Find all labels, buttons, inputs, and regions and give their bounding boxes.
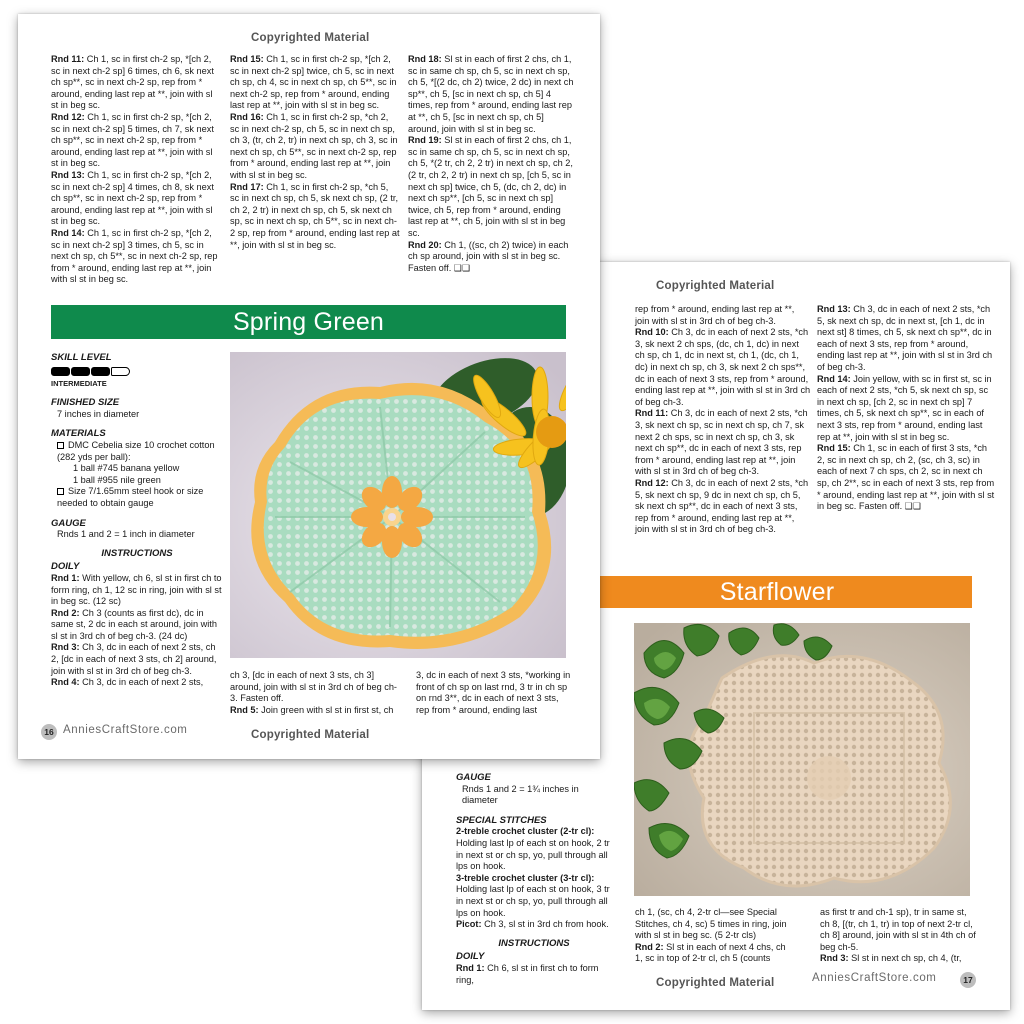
paragraph [635,478,811,536]
doily-photo-starflower [634,623,970,896]
special-stitches-label: SPECIAL STITCHES [456,814,547,826]
left-column-lower [456,772,612,986]
round-label: Rnd 14: [817,373,851,384]
paragraph [51,54,219,112]
round-text: Ch 1, sc in first ch-2 sp, *[ch 2, sc in next ch-2 sp] 5 times, ch 7, sk next ch sp**, sc in next ch-2 sp, rep from * around, ending last rep at **, join with sl st in beg sc. [51,111,214,169]
materials-label: MATERIALS [51,428,106,440]
material-text: Size 7/1.65mm steel hook or size needed to obtain gauge [57,486,204,508]
round-text: Sl st in each of next 4 chs, ch 1, sc in top of 2-tr cl, ch 5 (counts [635,941,786,964]
materials-list [51,440,223,510]
paragraph [408,135,576,239]
info-column [51,352,223,689]
doily-label: DOILY [456,951,485,963]
round-text: 3, dc in each of next 3 sts, *working in front of ch sp on last rnd, 3 tr in ch sp on rnd 3**, dc in each of next 3 sts, rep from * around, ending last [416,670,571,715]
stitch-text: Holding last lp of each st on hook, 2 tr in next st or ch sp, yo, pull through all lps on hook. [456,837,610,872]
banner-spring-green [51,305,566,339]
round-text: Sl st in each of first 2 chs, ch 1, sc in same ch sp, ch 5, sc in next ch sp, ch 5, *[(2 dc, ch 2) twice, 2 dc) in next ch sp**, ch 5, [sc in next ch sp, ch 5] 4 times, rep from * around, ending last rep at **, ch 5, [sc in next ch sp, ch 5] around, join with sl st in beg sc. [408,54,574,134]
round-text: ch 1, (sc, ch 4, 2-tr cl—see Special Stitches, ch 4, sc) 5 times in ring, join with sl st in beg sc. (5 2-tr cls) [635,907,787,941]
paragraph [820,907,976,953]
round-text: Ch 3, dc in each of next 2 sts, *ch 5, sk next ch sp, 9 dc in next ch sp, ch 5, sk next ch sp**, dc in each of next 3 sts, rep from * around, ending last rep at **, join with sl st in 3rd ch of beg ch-3. [635,477,809,535]
round-label: Rnd 20: [408,239,442,250]
paragraph [230,54,400,112]
instructions-label: INSTRUCTIONS [498,937,570,949]
special-stitch [456,873,612,919]
paragraph [51,170,219,228]
instructions-label: INSTRUCTIONS [101,547,173,559]
round-text: Join green with sl st in first st, ch [258,704,394,715]
bottom-column-mid [230,670,398,716]
paragraph [230,705,398,717]
paragraph [230,670,398,705]
copyright-top: Copyrighted Material [251,32,370,44]
footer-site: AnniesCraftStore.com [812,972,937,984]
doily-photo-spring-green [230,352,566,658]
round-label: Rnd 16: [230,111,264,122]
round-label: Rnd 17: [230,181,264,192]
round-text: ch 3, [dc in each of next 3 sts, ch 3] around, join with sl st in 3rd ch of beg ch-3. Fasten off. [230,670,397,704]
round-text: Sl st in each of first 2 chs, ch 1, sc in same ch sp, ch 5, sc in next ch sp, ch 5, *(2 tr, ch 2, 2 tr) in next ch sp, ch 2, (2 tr, ch 2, 2 tr) in next ch sp, [ch 5, sc in next ch sp] twice, ch 5, (dc, ch 2, dc) in next ch sp**, [ch 5, sc in next ch sp] twice, ch 5, rep from * around, ending last rep at **, ch 5, join with sl st in beg sc. [408,135,573,238]
stitch-name: 3-treble crochet cluster (3-tr cl): [456,872,595,883]
round-label: Rnd 5: [230,704,259,715]
paragraph [51,228,219,286]
finished-size-label: FINISHED SIZE [51,397,120,409]
round-text: Ch 3 (counts as first dc), dc in same st, 2 dc in each st around, join with sl st in 3rd ch of beg ch-3. (24 dc) [51,607,217,641]
material-item [51,475,223,487]
round-label: Rnd 18: [408,54,442,64]
round-label: Rnd 15: [817,443,851,454]
round-text: Ch 3, dc in each of next 2 sts, *ch 3, sk next 2 ch sps, (dc, ch 1, dc) in next ch sp, ch 1, dc in next st, ch 1, (dc, ch 1, dc) in next ch sp, ch 3, sk next 2 ch sps**, dc in each of next 3 sts, rep from * around, ending last rep at **, join with sl st in 3rd ch of beg ch-3. [635,327,811,407]
round-label: Rnd 3: [51,642,80,653]
column-2 [817,304,995,513]
round-text: Ch 3, dc in each of next 2 sts, ch 2, [dc in each of next 3 sts, ch 2] around, join with sl st in 3rd ch of beg ch-3. [51,642,217,676]
round-label: Rnd 1: [456,962,485,973]
finished-size: 7 inches in diameter [57,408,140,419]
round-text: Ch 1, sc in first ch-2 sp, *ch 5, sc in next ch sp, ch 5, sk next ch sp, (2 tr, ch 2, 2 tr) in next ch sp, ch 5, sk next ch sp, sc in next ch sp, ch 5**, sc in next ch-2 sp, rep from * around, ending last rep at **, join with sl st in beg sc. [230,181,400,250]
gauge-label: GAUGE [456,772,491,783]
copyright-bottom: Copyrighted Material [251,729,370,741]
column-1 [635,304,811,536]
material-text: DMC Cebelia size 10 crochet cotton (282 yds per ball): [57,439,215,462]
special-stitch [456,826,612,872]
page-16 [18,14,600,759]
round-label: Rnd 13: [51,169,85,180]
round-text: Ch 3, dc in each of next 2 sts, *ch 5, sk next ch sp, dc in next st, [ch 1, dc in next st] 8 times, ch 5, sk next ch sp**, dc in each of next 3 sts, rep from * around, ending last rep at **, join with sl st in 3rd ch of beg ch-3. [817,304,993,372]
round-label: Rnd 4: [51,677,80,688]
round-text: as first tr and ch-1 sp), tr in same st, ch 8, [(tr, ch 1, tr) in top of next 2-tr cl, ch 8] around, join with sl st in 4th ch of beg ch-5. [820,907,976,952]
round-text: Sl st in next ch sp, ch 4, (tr, [848,953,962,964]
round-text: rep from * around, ending last rep at **, join with sl st in 3rd ch of beg ch-3. [635,304,795,326]
rounds [51,573,223,689]
doily-label: DOILY [51,561,80,573]
bottom-column-right [820,907,976,965]
round-label: Rnd 2: [51,607,80,618]
round-text: Ch 3, dc in each of next 2 sts, *ch 3, sk next ch sp, sc in next ch sp, ch 7, sk next 2 ch sps, sc in next ch sp, ch 3, sk next ch sp**, dc in each of next 3 sts, rep from * around, ending last rep at **, join with sl st in 3rd ch of beg ch-3. [635,408,808,477]
round-label: Rnd 11: [635,408,669,419]
bottom-column-right [416,670,574,716]
round-label: Rnd 2: [635,941,664,952]
round-label: Rnd 15: [230,54,264,64]
paragraph [817,443,995,513]
paragraph [635,327,811,408]
paragraph [635,942,795,965]
round-label: Rnd 11: [51,54,85,64]
page-number: 16 [41,724,57,740]
paragraph [230,112,400,182]
round-label: Rnd 19: [408,135,442,146]
paragraph [51,642,223,677]
paragraph [635,907,795,942]
round-text: Ch 1, sc in first ch-2 sp, *[ch 2, sc in next ch-2 sp] 6 times, ch 6, sk next ch sp**, sc in next ch-2 sp, rep from * around, ending last rep at **, join with sl st in beg sc. [51,54,214,111]
paragraph [51,112,219,170]
gauge: Rnds 1 and 2 = 1 inch in diameter [57,529,195,540]
footer-site: AnniesCraftStore.com [63,724,188,736]
stitch-name: 2-treble crochet cluster (2-tr cl): [456,826,595,837]
paragraph [51,677,223,689]
column-1 [51,54,219,286]
stitch-name: Picot: [456,919,482,930]
special-stitch [456,919,612,931]
round-text: Ch 1, sc in first ch-2 sp, *[ch 2, sc in next ch-2 sp] twice, ch 5, sc in next ch sp, ch 4, sc in next ch sp, ch 5**, sc in next ch-2 sp, rep from * around, ending last rep at **, join with sl st in beg sc. [230,54,397,111]
round-text: Ch 1, ((sc, ch 2) twice) in each ch sp around, join with sl st in beg sc. Fasten off. ❑❑ [408,239,569,273]
banner-title: Starflower [719,577,835,606]
skill-level-value: INTERMEDIATE [51,378,107,388]
paragraph [408,54,576,135]
round-label: Rnd 10: [635,327,669,338]
round-label: Rnd 13: [817,304,851,314]
paragraph [817,304,995,374]
column-2 [230,54,400,251]
round-label: Rnd 12: [635,477,669,488]
skill-level-bars [51,367,223,376]
checkbox-icon [57,488,64,495]
banner-starflower [582,576,972,608]
material-text: 1 ball #745 banana yellow [73,463,180,474]
paragraph [456,963,612,986]
round-label: Rnd 12: [51,111,85,122]
paragraph [51,573,223,608]
paragraph [817,374,995,444]
copyright-top: Copyrighted Material [656,280,775,292]
gauge: Rnds 1 and 2 = 1¾ inches in diameter [462,783,579,806]
paragraph [820,953,976,965]
column-3 [408,54,576,274]
paragraph [416,670,574,716]
bottom-column-mid [635,907,795,965]
round-text: Ch 1, sc in first ch-2 sp, *ch 2, sc in next ch-2 sp, ch 5, sc in next ch sp, ch 3, (tr, ch 2, tr) in next ch sp, ch 3, sc in next ch sp, ch 5**, sc in next ch-2 sp, rep from * around, ending last rep at **, join with sl st in beg sc. [230,111,398,180]
stitch-text: Ch 3, sl st in 3rd ch from hook. [481,919,609,930]
round-label: Rnd 14: [51,227,85,238]
material-item [51,440,223,463]
checkbox-icon [57,442,64,449]
material-item [51,463,223,475]
paragraph [635,304,811,327]
material-item [51,486,223,509]
banner-title: Spring Green [232,307,385,336]
paragraph [408,240,576,275]
paragraph [51,608,223,643]
round-text: Ch 1, sc in first ch-2 sp, *[ch 2, sc in next ch-2 sp] 4 times, ch 8, sk next ch sp**, sc in next ch-2 sp, rep from * around, ending last rep at **, join with sl st in beg sc. [51,169,214,227]
round-label: Rnd 1: [51,572,80,583]
round-text: Ch 3, dc in each of next 2 sts, [79,677,204,688]
round-text: With yellow, ch 6, sl st in first ch to form ring, ch 1, 12 sc in ring, join with sl st in beg sc. (12 sc) [51,572,222,607]
gauge-label: GAUGE [51,517,86,529]
round-text: Ch 6, sl st in first ch to form ring, [456,962,599,985]
paragraph [635,408,811,478]
copyright-bottom: Copyrighted Material [656,977,775,989]
stitch-text: Holding last lp of each st on hook, 3 tr in next st or ch sp, yo, pull through all lps on hook. [456,884,610,918]
paragraph [230,182,400,252]
page-number: 17 [960,972,976,988]
skill-level-label: SKILL LEVEL [51,352,112,363]
material-text: 1 ball #955 nile green [73,474,161,485]
round-label: Rnd 3: [820,953,849,964]
round-text: Ch 1, sc in each of first 3 sts, *ch 2, sc in next ch sp, ch 2, (sc, ch 3, sc) in each of next 7 ch sps, ch 2, sc in next ch sp, ch 2**, sc in each of next 3 sts, rep from * around, ending last rep at **, join with sl st in beg sc. Fasten off. ❑❑ [817,443,995,512]
round-text: Join yellow, with sc in first st, sc in each of next 2 sts, *ch 5, sk next ch sp, sc in next ch sp, [ch 2, sc in next ch sp] 7 times, ch 5, sk next ch sp**, sc in each of next 3 sts, rep from * around, ending last rep at **, join with sl st in beg sc. [817,373,992,442]
round-text: Ch 1, sc in first ch-2 sp, *[ch 2, sc in next ch-2 sp] 3 times, ch 5, sc in next ch sp, ch 5**, sc in next ch-2 sp, rep from * around, ending last rep at **, join with sl st in beg sc. [51,227,218,285]
